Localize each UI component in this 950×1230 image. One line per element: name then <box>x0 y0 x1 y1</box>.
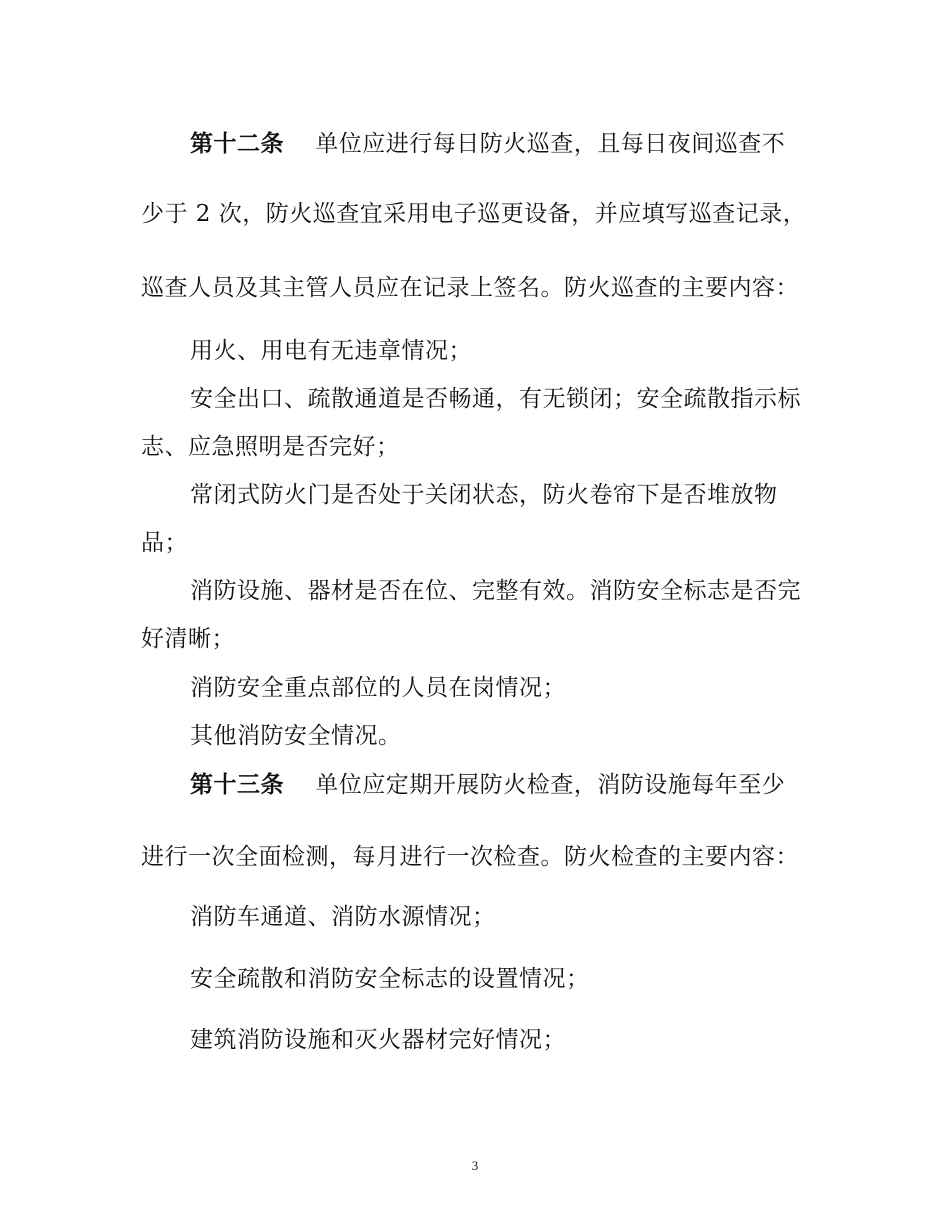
patrol-item-6: 其他消防安全情况。 <box>190 723 402 749</box>
article-12-line-2: 少于 2 次，防火巡查宜采用电子巡更设备，并应填写巡查记录， <box>141 201 807 227</box>
article-12-text: 单位应进行每日防火巡查，且每日夜间巡查不 <box>315 131 786 157</box>
patrol-item-4-line-2: 好清晰； <box>141 626 235 652</box>
article-13-text: 单位应定期开展防火检查，消防设施每年至少 <box>315 772 786 798</box>
article-13-heading: 第十三条 <box>190 771 284 798</box>
patrol-item-1: 用火、用电有无违章情况； <box>190 338 472 364</box>
article-12-heading: 第十二条 <box>190 130 284 157</box>
patrol-item-4-line-1: 消防设施、器材是否在位、完整有效。消防安全标志是否完 <box>190 578 801 604</box>
inspection-item-1: 消防车通道、消防水源情况； <box>190 904 496 930</box>
patrol-item-2-line-2: 志、应急照明是否完好； <box>141 434 400 460</box>
article-13-line-1 <box>190 770 785 800</box>
inspection-item-2: 安全疏散和消防安全标志的设置情况； <box>190 966 590 992</box>
inspection-item-3: 建筑消防设施和灭火器材完好情况； <box>190 1027 566 1053</box>
patrol-item-5: 消防安全重点部位的人员在岗情况； <box>190 675 566 701</box>
patrol-item-3-line-1: 常闭式防火门是否处于关闭状态，防火卷帘下是否堆放物 <box>190 482 778 508</box>
article-12-line-3: 巡查人员及其主管人员应在记录上签名。防火巡查的主要内容： <box>141 275 799 301</box>
article-12-line-1 <box>190 129 785 159</box>
patrol-item-3-line-2: 品； <box>141 530 188 556</box>
article-13-line-2: 进行一次全面检测，每月进行一次检查。防火检查的主要内容： <box>141 844 799 870</box>
page-number: 3 <box>471 1158 479 1173</box>
patrol-item-2-line-1: 安全出口、疏散通道是否畅通，有无锁闭；安全疏散指示标 <box>190 386 801 412</box>
